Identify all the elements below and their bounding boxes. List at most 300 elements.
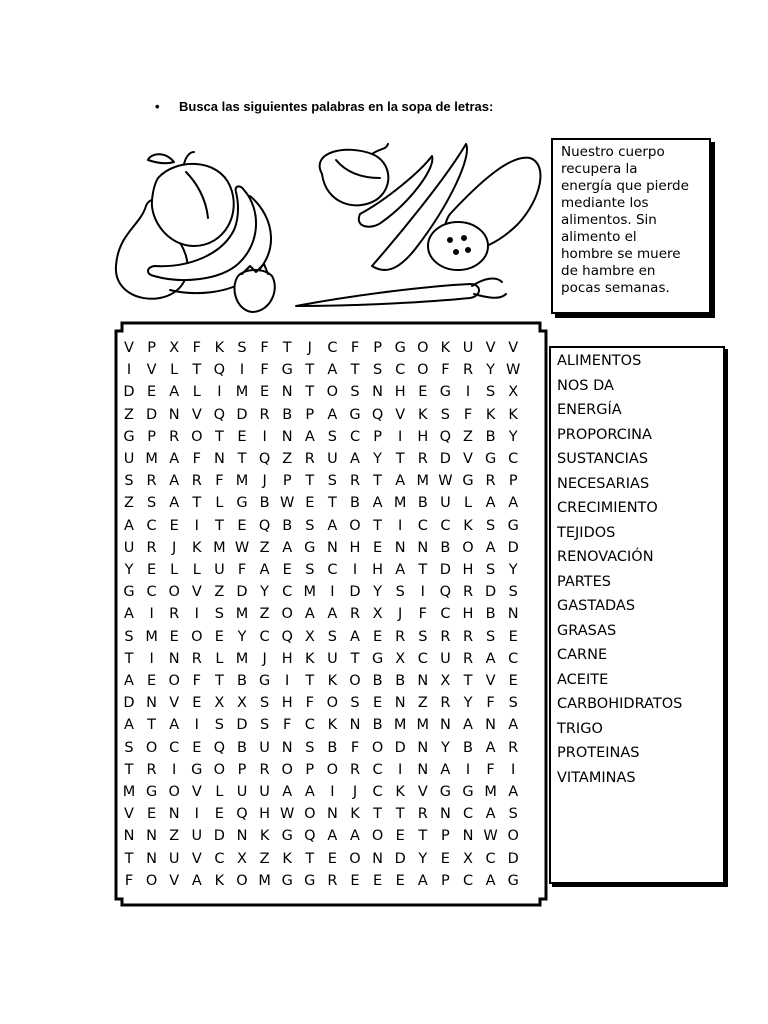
grid-letter[interactable]: I bbox=[420, 584, 425, 601]
grid-letter[interactable]: X bbox=[508, 384, 519, 401]
grid-letter[interactable]: O bbox=[326, 695, 339, 712]
grid-letter[interactable]: S bbox=[485, 517, 496, 534]
grid-letter[interactable]: E bbox=[305, 495, 315, 512]
grid-letter[interactable]: Z bbox=[259, 850, 270, 867]
grid-letter[interactable]: S bbox=[485, 628, 496, 645]
grid-letter[interactable]: D bbox=[394, 739, 406, 756]
grid-letter[interactable]: S bbox=[124, 473, 134, 490]
grid-letter[interactable]: T bbox=[305, 673, 315, 689]
grid-letter[interactable]: T bbox=[373, 806, 383, 823]
grid-letter[interactable]: Z bbox=[259, 539, 270, 556]
grid-letter[interactable]: L bbox=[463, 495, 473, 512]
grid-letter[interactable]: N bbox=[281, 428, 293, 445]
grid-letter[interactable]: E bbox=[395, 828, 405, 845]
grid-letter[interactable]: T bbox=[395, 451, 405, 467]
grid-letter[interactable]: W bbox=[483, 828, 498, 845]
grid-letter[interactable]: N bbox=[326, 539, 338, 556]
grid-letter[interactable]: F bbox=[283, 717, 292, 734]
grid-letter[interactable]: E bbox=[237, 517, 247, 534]
grid-letter[interactable]: F bbox=[350, 739, 360, 756]
grid-letter[interactable]: G bbox=[123, 584, 135, 601]
grid-letter[interactable]: O bbox=[371, 739, 384, 756]
grid-letter[interactable]: B bbox=[282, 406, 293, 423]
grid-letter[interactable]: K bbox=[259, 828, 270, 845]
grid-letter[interactable]: A bbox=[508, 495, 519, 512]
grid-letter[interactable]: T bbox=[395, 806, 405, 823]
grid-letter[interactable]: C bbox=[485, 850, 496, 867]
grid-letter[interactable]: I bbox=[330, 784, 335, 800]
grid-letter[interactable]: Y bbox=[418, 850, 428, 867]
grid-letter[interactable]: T bbox=[192, 362, 202, 379]
grid-letter[interactable]: K bbox=[395, 784, 405, 800]
grid-letter[interactable]: T bbox=[305, 850, 315, 867]
grid-letter[interactable]: R bbox=[462, 584, 474, 601]
grid-letter[interactable]: D bbox=[123, 384, 135, 401]
grid-letter[interactable]: V bbox=[485, 340, 496, 356]
grid-letter[interactable]: I bbox=[149, 650, 154, 667]
grid-letter[interactable]: A bbox=[259, 562, 270, 578]
grid-letter[interactable]: A bbox=[485, 495, 496, 512]
grid-letter[interactable]: N bbox=[372, 850, 384, 867]
grid-letter[interactable]: V bbox=[395, 406, 406, 423]
grid-letter[interactable]: N bbox=[394, 539, 406, 556]
grid-letter[interactable]: S bbox=[327, 428, 337, 445]
grid-letter[interactable]: E bbox=[147, 562, 157, 578]
grid-letter[interactable]: P bbox=[508, 473, 518, 490]
grid-letter[interactable]: C bbox=[462, 806, 474, 823]
grid-letter[interactable]: B bbox=[372, 673, 383, 689]
grid-letter[interactable]: O bbox=[168, 673, 180, 689]
grid-letter[interactable]: O bbox=[304, 806, 316, 823]
grid-letter[interactable]: N bbox=[123, 828, 135, 845]
grid-letter[interactable]: U bbox=[214, 562, 225, 578]
grid-letter[interactable]: J bbox=[262, 650, 267, 667]
grid-letter[interactable]: H bbox=[372, 562, 384, 578]
grid-letter[interactable]: B bbox=[395, 673, 406, 689]
grid-letter[interactable]: G bbox=[394, 340, 406, 356]
grid-letter[interactable]: S bbox=[305, 517, 315, 534]
grid-letter[interactable]: Q bbox=[439, 584, 452, 601]
grid-letter[interactable]: O bbox=[417, 362, 429, 379]
grid-letter[interactable]: V bbox=[191, 850, 202, 867]
grid-letter[interactable]: F bbox=[260, 340, 269, 356]
grid-letter[interactable]: W bbox=[506, 362, 521, 379]
grid-letter[interactable]: G bbox=[507, 872, 519, 889]
grid-letter[interactable]: A bbox=[169, 384, 180, 401]
grid-letter[interactable]: F bbox=[260, 362, 269, 379]
grid-letter[interactable]: T bbox=[350, 650, 360, 667]
grid-letter[interactable]: A bbox=[485, 650, 496, 667]
grid-letter[interactable]: B bbox=[237, 739, 247, 756]
grid-letter[interactable]: M bbox=[235, 650, 249, 667]
grid-letter[interactable]: A bbox=[169, 473, 180, 490]
grid-letter[interactable]: T bbox=[305, 473, 315, 490]
grid-letter[interactable]: Y bbox=[373, 451, 383, 467]
grid-letter[interactable]: D bbox=[236, 717, 248, 734]
grid-letter[interactable]: N bbox=[417, 739, 429, 756]
grid-letter[interactable]: I bbox=[126, 362, 132, 379]
grid-letter[interactable]: B bbox=[485, 428, 496, 445]
grid-letter[interactable]: T bbox=[305, 384, 315, 401]
grid-letter[interactable]: Y bbox=[373, 584, 383, 601]
grid-letter[interactable]: A bbox=[485, 539, 496, 556]
grid-letter[interactable]: N bbox=[146, 695, 158, 712]
grid-letter[interactable]: G bbox=[439, 784, 452, 800]
grid-letter[interactable]: Q bbox=[439, 428, 452, 445]
grid-letter[interactable]: K bbox=[192, 539, 202, 556]
grid-letter[interactable]: O bbox=[349, 850, 361, 867]
grid-letter[interactable]: C bbox=[327, 562, 338, 578]
grid-letter[interactable]: E bbox=[214, 806, 224, 823]
grid-letter[interactable]: E bbox=[147, 806, 157, 823]
grid-letter[interactable]: J bbox=[352, 784, 358, 800]
grid-letter[interactable]: A bbox=[485, 806, 496, 823]
grid-letter[interactable]: M bbox=[213, 539, 226, 556]
grid-letter[interactable]: E bbox=[508, 628, 518, 645]
grid-letter[interactable]: N bbox=[168, 806, 180, 823]
grid-letter[interactable]: H bbox=[462, 562, 474, 578]
grid-letter[interactable]: Z bbox=[124, 406, 134, 423]
grid-letter[interactable]: I bbox=[194, 717, 199, 734]
grid-letter[interactable]: A bbox=[395, 562, 406, 578]
grid-letter[interactable]: P bbox=[373, 340, 382, 356]
grid-letter[interactable]: T bbox=[373, 517, 383, 534]
grid-letter[interactable]: S bbox=[214, 606, 224, 623]
grid-letter[interactable]: X bbox=[304, 628, 315, 645]
grid-letter[interactable]: I bbox=[172, 761, 177, 778]
grid-letter[interactable]: C bbox=[440, 517, 451, 534]
grid-letter[interactable]: M bbox=[393, 717, 407, 734]
grid-letter[interactable]: J bbox=[398, 606, 403, 623]
grid-letter[interactable]: Y bbox=[463, 695, 473, 712]
grid-letter[interactable]: O bbox=[236, 872, 248, 889]
grid-letter[interactable]: P bbox=[282, 473, 292, 490]
grid-letter[interactable]: N bbox=[439, 806, 451, 823]
grid-letter[interactable]: B bbox=[485, 606, 496, 623]
grid-letter[interactable]: A bbox=[304, 606, 315, 623]
grid-letter[interactable]: V bbox=[191, 784, 202, 800]
grid-letter[interactable]: D bbox=[507, 850, 519, 867]
grid-letter[interactable]: I bbox=[398, 517, 403, 534]
grid-letter[interactable]: S bbox=[124, 628, 134, 645]
grid-letter[interactable]: O bbox=[168, 584, 180, 601]
grid-letter[interactable]: R bbox=[146, 539, 157, 556]
grid-letter[interactable]: N bbox=[168, 650, 180, 667]
grid-letter[interactable]: J bbox=[262, 473, 267, 490]
grid-letter[interactable]: R bbox=[259, 761, 270, 778]
grid-letter[interactable]: A bbox=[191, 872, 202, 889]
grid-letter[interactable]: Q bbox=[213, 739, 226, 756]
grid-letter[interactable]: L bbox=[215, 784, 224, 800]
grid-letter[interactable]: T bbox=[327, 495, 337, 512]
grid-letter[interactable]: N bbox=[213, 451, 225, 467]
grid-letter[interactable]: A bbox=[327, 828, 338, 845]
grid-letter[interactable]: U bbox=[327, 650, 338, 667]
grid-letter[interactable]: G bbox=[462, 784, 474, 800]
grid-letter[interactable]: U bbox=[259, 739, 270, 756]
grid-letter[interactable]: F bbox=[486, 761, 495, 778]
grid-letter[interactable]: I bbox=[149, 606, 154, 623]
grid-letter[interactable]: S bbox=[146, 495, 157, 512]
grid-letter[interactable]: G bbox=[236, 495, 248, 512]
grid-letter[interactable]: E bbox=[169, 517, 179, 534]
grid-letter[interactable]: M bbox=[484, 784, 497, 800]
grid-letter[interactable]: K bbox=[418, 406, 428, 423]
grid-letter[interactable]: U bbox=[168, 850, 180, 867]
grid-letter[interactable]: O bbox=[281, 761, 293, 778]
grid-letter[interactable]: R bbox=[462, 650, 474, 667]
grid-letter[interactable]: P bbox=[305, 406, 315, 423]
grid-letter[interactable]: R bbox=[327, 872, 338, 889]
grid-letter[interactable]: F bbox=[124, 872, 134, 889]
grid-letter[interactable]: Q bbox=[258, 451, 271, 467]
grid-letter[interactable]: X bbox=[214, 695, 225, 712]
grid-letter[interactable]: K bbox=[327, 717, 338, 734]
grid-letter[interactable]: F bbox=[192, 340, 201, 356]
grid-letter[interactable]: K bbox=[327, 673, 338, 689]
grid-letter[interactable]: T bbox=[192, 495, 202, 512]
grid-letter[interactable]: T bbox=[124, 650, 134, 667]
grid-letter[interactable]: N bbox=[146, 850, 158, 867]
grid-letter[interactable]: K bbox=[305, 650, 315, 667]
grid-letter[interactable]: N bbox=[236, 828, 248, 845]
grid-letter[interactable]: O bbox=[213, 761, 226, 778]
grid-letter[interactable]: H bbox=[281, 695, 293, 712]
grid-letter[interactable]: G bbox=[191, 761, 203, 778]
grid-letter[interactable]: K bbox=[485, 406, 496, 423]
grid-letter[interactable]: E bbox=[192, 695, 202, 712]
grid-letter[interactable]: Y bbox=[440, 739, 450, 756]
grid-letter[interactable]: U bbox=[440, 650, 451, 667]
grid-letter[interactable]: I bbox=[465, 384, 471, 401]
grid-letter[interactable]: U bbox=[123, 539, 135, 556]
grid-letter[interactable]: W bbox=[234, 539, 250, 556]
grid-letter[interactable]: C bbox=[417, 650, 428, 667]
grid-letter[interactable]: G bbox=[304, 872, 316, 889]
grid-letter[interactable]: D bbox=[507, 539, 519, 556]
grid-letter[interactable]: E bbox=[395, 872, 405, 889]
grid-letter[interactable]: S bbox=[327, 628, 337, 645]
grid-letter[interactable]: D bbox=[349, 584, 361, 601]
grid-letter[interactable]: F bbox=[237, 562, 247, 578]
grid-letter[interactable]: C bbox=[372, 784, 383, 800]
grid-letter[interactable]: H bbox=[259, 806, 271, 823]
grid-letter[interactable]: V bbox=[485, 673, 496, 689]
grid-letter[interactable]: G bbox=[281, 362, 293, 379]
grid-letter[interactable]: G bbox=[304, 539, 316, 556]
grid-letter[interactable]: Y bbox=[237, 628, 247, 645]
grid-letter[interactable]: Q bbox=[371, 406, 384, 423]
grid-letter[interactable]: Y bbox=[260, 584, 270, 601]
grid-letter[interactable]: U bbox=[440, 495, 451, 512]
grid-letter[interactable]: B bbox=[417, 495, 428, 512]
grid-letter[interactable]: R bbox=[485, 473, 496, 490]
grid-letter[interactable]: P bbox=[237, 761, 247, 778]
grid-letter[interactable]: E bbox=[373, 628, 383, 645]
grid-letter[interactable]: R bbox=[169, 428, 180, 445]
grid-letter[interactable]: O bbox=[462, 539, 474, 556]
grid-letter[interactable]: M bbox=[145, 628, 158, 645]
grid-letter[interactable]: S bbox=[327, 473, 337, 490]
grid-letter[interactable]: C bbox=[282, 584, 293, 601]
grid-letter[interactable]: T bbox=[350, 362, 360, 379]
grid-letter[interactable]: F bbox=[215, 473, 224, 490]
grid-letter[interactable]: G bbox=[371, 650, 384, 667]
grid-letter[interactable]: U bbox=[259, 784, 270, 800]
grid-letter[interactable]: M bbox=[416, 473, 430, 490]
grid-letter[interactable]: S bbox=[485, 562, 496, 578]
grid-letter[interactable]: N bbox=[372, 384, 384, 401]
grid-letter[interactable]: A bbox=[485, 872, 496, 889]
grid-letter[interactable]: R bbox=[417, 451, 428, 467]
grid-letter[interactable]: N bbox=[281, 384, 293, 401]
grid-letter[interactable]: G bbox=[281, 828, 293, 845]
grid-letter[interactable]: E bbox=[440, 850, 450, 867]
grid-letter[interactable]: Z bbox=[214, 584, 225, 601]
grid-letter[interactable]: E bbox=[282, 562, 292, 578]
grid-letter[interactable]: A bbox=[327, 362, 338, 379]
grid-letter[interactable]: I bbox=[239, 362, 245, 379]
grid-letter[interactable]: S bbox=[372, 362, 383, 379]
grid-letter[interactable]: R bbox=[191, 473, 202, 490]
grid-letter[interactable]: V bbox=[191, 584, 202, 601]
grid-letter[interactable]: M bbox=[235, 473, 249, 490]
grid-letter[interactable]: Z bbox=[417, 695, 428, 712]
grid-letter[interactable]: K bbox=[350, 806, 360, 823]
grid-letter[interactable]: A bbox=[417, 872, 428, 889]
grid-letter[interactable]: A bbox=[508, 784, 519, 800]
grid-letter[interactable]: A bbox=[124, 673, 134, 689]
grid-letter[interactable]: S bbox=[259, 695, 270, 712]
grid-letter[interactable]: E bbox=[418, 384, 428, 401]
grid-letter[interactable]: T bbox=[147, 717, 157, 734]
grid-letter[interactable]: E bbox=[508, 673, 518, 689]
grid-letter[interactable]: Q bbox=[213, 406, 226, 423]
grid-letter[interactable]: V bbox=[124, 806, 134, 823]
grid-letter[interactable]: E bbox=[373, 872, 383, 889]
grid-letter[interactable]: M bbox=[258, 872, 271, 889]
grid-letter[interactable]: Y bbox=[508, 562, 518, 578]
grid-letter[interactable]: N bbox=[168, 406, 180, 423]
grid-letter[interactable]: M bbox=[416, 717, 430, 734]
grid-letter[interactable]: M bbox=[235, 384, 249, 401]
grid-letter[interactable]: A bbox=[350, 828, 360, 845]
grid-letter[interactable]: G bbox=[281, 872, 293, 889]
grid-letter[interactable]: X bbox=[237, 695, 247, 712]
grid-letter[interactable]: Z bbox=[124, 495, 134, 512]
grid-letter[interactable]: V bbox=[463, 451, 473, 467]
grid-letter[interactable]: O bbox=[191, 428, 203, 445]
grid-letter[interactable]: V bbox=[124, 340, 134, 356]
grid-letter[interactable]: A bbox=[124, 606, 134, 623]
grid-letter[interactable]: S bbox=[305, 562, 315, 578]
grid-letter[interactable]: R bbox=[462, 628, 474, 645]
grid-letter[interactable]: S bbox=[124, 739, 134, 756]
grid-letter[interactable]: N bbox=[146, 828, 158, 845]
grid-letter[interactable]: G bbox=[349, 406, 361, 423]
grid-letter[interactable]: R bbox=[349, 473, 361, 490]
grid-letter[interactable]: C bbox=[327, 340, 338, 356]
grid-letter[interactable]: I bbox=[217, 384, 222, 401]
grid-letter[interactable]: S bbox=[350, 695, 360, 712]
grid-letter[interactable]: G bbox=[123, 428, 135, 445]
grid-letter[interactable]: A bbox=[350, 628, 360, 645]
grid-letter[interactable]: B bbox=[282, 517, 293, 534]
grid-letter[interactable]: L bbox=[170, 562, 179, 578]
grid-letter[interactable]: R bbox=[146, 761, 157, 778]
grid-letter[interactable]: Z bbox=[169, 828, 180, 845]
grid-letter[interactable]: S bbox=[350, 384, 360, 401]
grid-letter[interactable]: N bbox=[394, 695, 406, 712]
grid-letter[interactable]: A bbox=[282, 539, 293, 556]
grid-letter[interactable]: C bbox=[349, 428, 361, 445]
grid-letter[interactable]: O bbox=[281, 606, 293, 623]
grid-letter[interactable]: X bbox=[237, 850, 247, 867]
grid-letter[interactable]: Z bbox=[463, 428, 473, 445]
grid-letter[interactable]: U bbox=[123, 451, 135, 467]
grid-letter[interactable]: I bbox=[511, 761, 516, 778]
grid-letter[interactable]: N bbox=[485, 717, 497, 734]
grid-letter[interactable]: F bbox=[192, 451, 201, 467]
grid-letter[interactable]: A bbox=[395, 473, 406, 490]
grid-letter[interactable]: T bbox=[305, 362, 315, 379]
grid-letter[interactable]: Q bbox=[258, 517, 271, 534]
grid-letter[interactable]: T bbox=[124, 850, 134, 867]
grid-letter[interactable]: U bbox=[236, 784, 248, 800]
grid-letter[interactable]: D bbox=[236, 584, 248, 601]
grid-letter[interactable]: T bbox=[214, 673, 224, 689]
grid-letter[interactable]: M bbox=[122, 784, 136, 800]
grid-letter[interactable]: R bbox=[440, 628, 451, 645]
grid-letter[interactable]: Q bbox=[213, 362, 226, 379]
grid-letter[interactable]: H bbox=[462, 606, 474, 623]
grid-letter[interactable]: C bbox=[508, 650, 519, 667]
grid-letter[interactable]: S bbox=[440, 406, 450, 423]
grid-letter[interactable]: T bbox=[463, 673, 473, 689]
grid-letter[interactable]: A bbox=[485, 739, 496, 756]
grid-letter[interactable]: A bbox=[282, 784, 293, 800]
grid-letter[interactable]: G bbox=[258, 673, 271, 689]
grid-letter[interactable]: L bbox=[192, 384, 201, 401]
grid-letter[interactable]: O bbox=[145, 739, 158, 756]
grid-letter[interactable]: D bbox=[213, 828, 225, 845]
grid-letter[interactable]: C bbox=[417, 517, 428, 534]
grid-letter[interactable]: I bbox=[398, 428, 403, 445]
grid-letter[interactable]: I bbox=[262, 428, 267, 445]
grid-letter[interactable]: A bbox=[169, 495, 180, 512]
grid-letter[interactable]: C bbox=[462, 872, 474, 889]
grid-letter[interactable]: G bbox=[439, 384, 452, 401]
grid-letter[interactable]: T bbox=[418, 562, 428, 578]
grid-letter[interactable]: A bbox=[304, 428, 315, 445]
grid-letter[interactable]: O bbox=[326, 761, 339, 778]
grid-letter[interactable]: R bbox=[191, 650, 202, 667]
grid-letter[interactable]: G bbox=[462, 473, 474, 490]
grid-letter[interactable]: Z bbox=[259, 606, 270, 623]
grid-letter[interactable]: X bbox=[372, 606, 383, 623]
grid-letter[interactable]: V bbox=[508, 340, 519, 356]
grid-letter[interactable]: B bbox=[372, 717, 383, 734]
grid-letter[interactable]: F bbox=[486, 695, 495, 712]
grid-letter[interactable]: S bbox=[237, 340, 247, 356]
grid-letter[interactable]: T bbox=[214, 428, 224, 445]
grid-letter[interactable]: A bbox=[124, 517, 134, 534]
grid-letter[interactable]: R bbox=[349, 761, 361, 778]
grid-letter[interactable]: L bbox=[215, 650, 224, 667]
grid-letter[interactable]: X bbox=[440, 673, 451, 689]
grid-letter[interactable]: P bbox=[373, 428, 382, 445]
grid-letter[interactable]: S bbox=[485, 384, 496, 401]
